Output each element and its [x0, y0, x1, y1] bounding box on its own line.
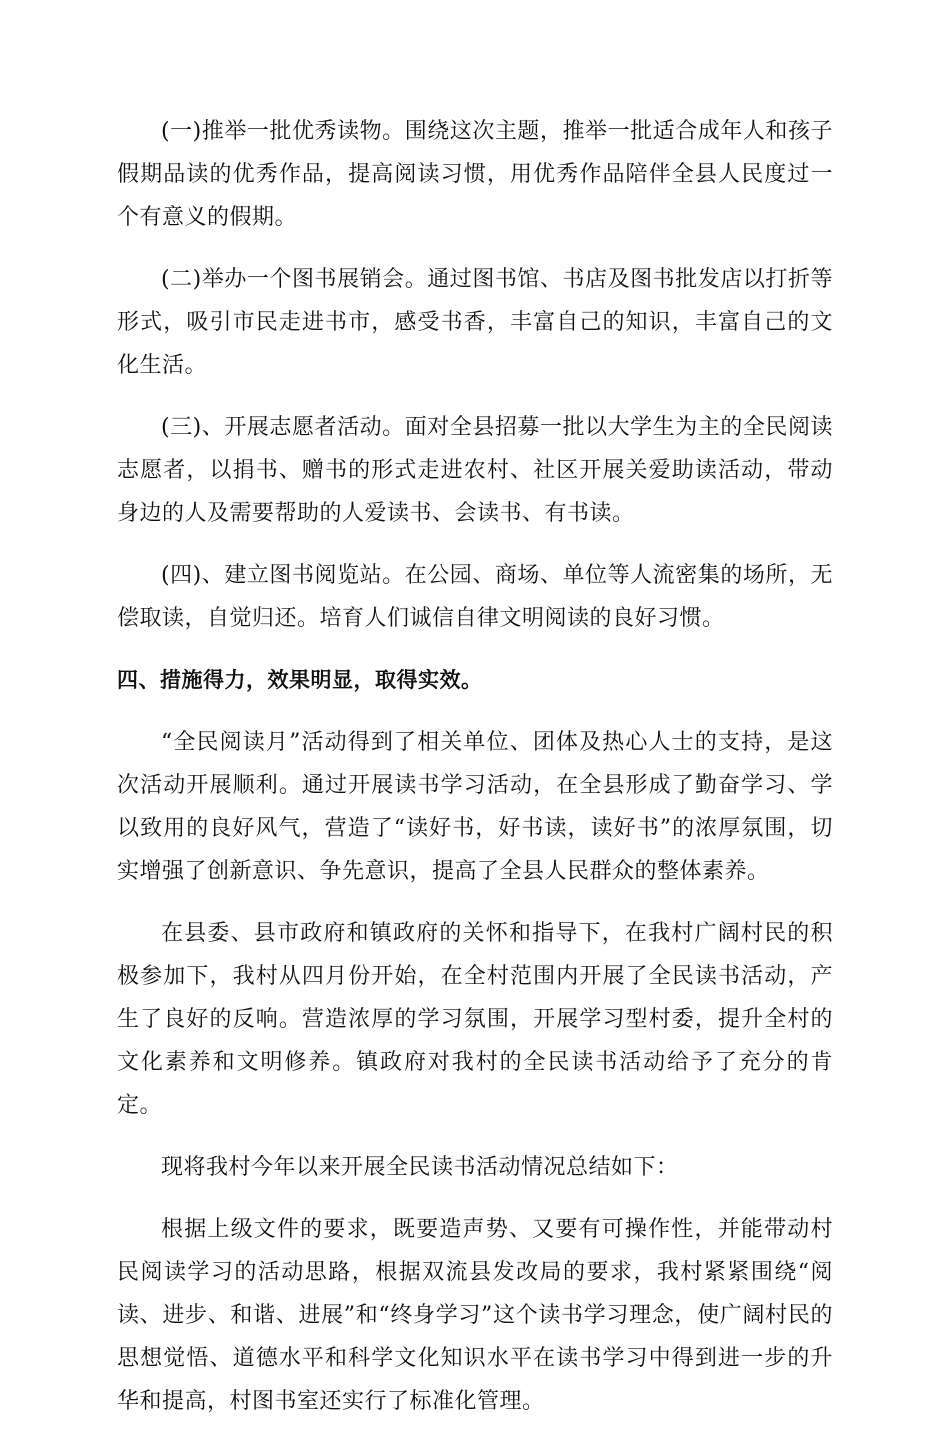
paragraph-5: “全民阅读月”活动得到了相关单位、团体及热心人士的支持，是这次活动开展顺利。通过开展读书学习活动，在全县形成了勤奋学习、学以致用的良好风气，营造了“读好书，好书读，读好书”的浓厚氛围，切实增强了创新意识、争先意识，提高了全县人民群众的整体素养。 — [117, 730, 833, 884]
section-heading: 四、措施得力，效果明显，取得实效。 — [117, 668, 483, 692]
paragraph-2: (二)举办一个图书展销会。通过图书馆、书店及图书批发店以打折等形式，吸引市民走进书市，感受书香，丰富自己的知识，丰富自己的文化生活。 — [117, 267, 833, 378]
paragraph-4: (四)、建立图书阅览站。在公园、商场、单位等人流密集的场所，无偿取读，自觉归还。培育人们诚信自律文明阅读的良好习惯。 — [117, 563, 833, 631]
paragraph-3: (三)、开展志愿者活动。面对全县招募一批以大学生为主的全民阅读志愿者，以捐书、赠书的形式走进农村、社区开展关爱助读活动，带动身边的人及需要帮助的人爱读书、会读书、有书读。 — [117, 415, 833, 526]
paragraph-1: (一)推举一批优秀读物。围绕这次主题，推举一批适合成年人和孩子假期品读的优秀作品，提高阅读习惯，用优秀作品陪伴全县人民度过一个有意义的假期。 — [117, 119, 833, 230]
document-page — [117, 110, 833, 1442]
paragraph-8: 根据上级文件的要求，既要造声势、又要有可操作性，并能带动村民阅读学习的活动思路，根据双流县发改局的要求，我村紧紧围绕“阅读、进步、和谐、进展”和“终身学习”这个读书学习理念，使广阔村民的思想觉悟、道德水平和科学文化知识水平在读书学习中得到进一步的升华和提高，村图书室还实行了标准化管理。 — [117, 1217, 833, 1414]
paragraph-6: 在县委、县市政府和镇政府的关怀和指导下，在我村广阔村民的积极参加下，我村从四月份开始，在全村范围内开展了全民读书活动，产生了良好的反响。营造浓厚的学习氛围，开展学习型村委，提升全村的文化素养和文明修养。镇政府对我村的全民读书活动给予了充分的肯定。 — [117, 921, 833, 1118]
paragraph-7: 现将我村今年以来开展全民读书活动情况总结如下： — [161, 1155, 679, 1180]
